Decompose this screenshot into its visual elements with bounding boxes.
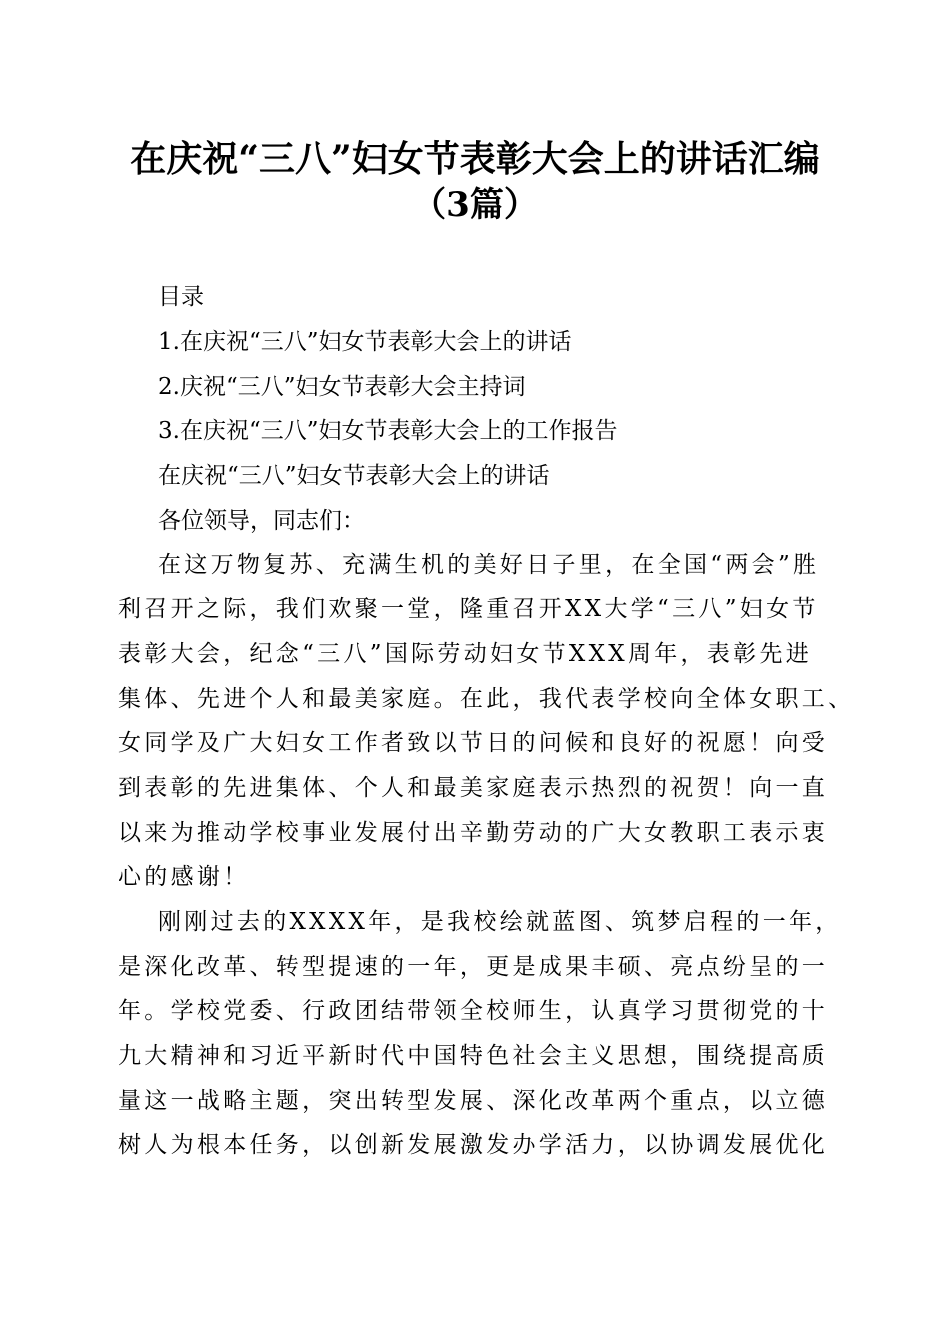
paragraph-line: 刚刚过去的XXXX年，是我校绘就蓝图、筑梦启程的一年， bbox=[158, 909, 842, 935]
toc-item: 2.庆祝“三八”妇女节表彰大会主持词 bbox=[158, 374, 526, 400]
paragraph-line: 量这一战略主题，突出转型发展、深化改革两个重点，以立德 bbox=[118, 1088, 829, 1114]
document-title-subtitle: （3篇） bbox=[412, 185, 538, 225]
toc-heading: 目录 bbox=[158, 284, 204, 310]
paragraph-line: 年。学校党委、行政团结带领全校师生，认真学习贯彻党的十 bbox=[118, 998, 829, 1024]
paragraph-line: 九大精神和习近平新时代中国特色社会主义思想，围绕提高质 bbox=[118, 1043, 829, 1069]
paragraph-line: 利召开之际，我们欢聚一堂，隆重召开XX大学“三八”妇女节 bbox=[118, 596, 819, 622]
paragraph-line: 在这万物复苏、充满生机的美好日子里，在全国“两会”胜 bbox=[158, 552, 820, 578]
paragraph-line: 表彰大会，纪念“三八”国际劳动妇女节XXX周年，表彰先进 bbox=[118, 641, 813, 667]
paragraph-line: 女同学及广大妇女工作者致以节日的问候和良好的祝愿！向受 bbox=[118, 730, 829, 756]
paragraph-line: 以来为推动学校事业发展付出辛勤劳动的广大女教职工表示衷 bbox=[118, 820, 829, 846]
paragraph-line: 集体、先进个人和最美家庭。在此，我代表学校向全体女职工、 bbox=[118, 686, 855, 712]
toc-item: 3.在庆祝“三八”妇女节表彰大会上的工作报告 bbox=[158, 418, 618, 444]
toc-item: 1.在庆祝“三八”妇女节表彰大会上的讲话 bbox=[158, 329, 572, 355]
paragraph-line: 是深化改革、转型提速的一年，更是成果丰硕、亮点纷呈的一 bbox=[118, 954, 829, 980]
paragraph-line: 到表彰的先进集体、个人和最美家庭表示热烈的祝贺！向一直 bbox=[118, 775, 829, 801]
paragraph-line: 树人为根本任务，以创新发展激发办学活力，以协调发展优化 bbox=[118, 1132, 829, 1158]
section-title: 在庆祝“三八”妇女节表彰大会上的讲话 bbox=[158, 463, 550, 489]
document-title: 在庆祝“三八”妇女节表彰大会上的讲话汇编 bbox=[130, 138, 820, 180]
salutation: 各位领导，同志们： bbox=[158, 508, 365, 534]
paragraph-line: 心的感谢！ bbox=[118, 864, 250, 890]
